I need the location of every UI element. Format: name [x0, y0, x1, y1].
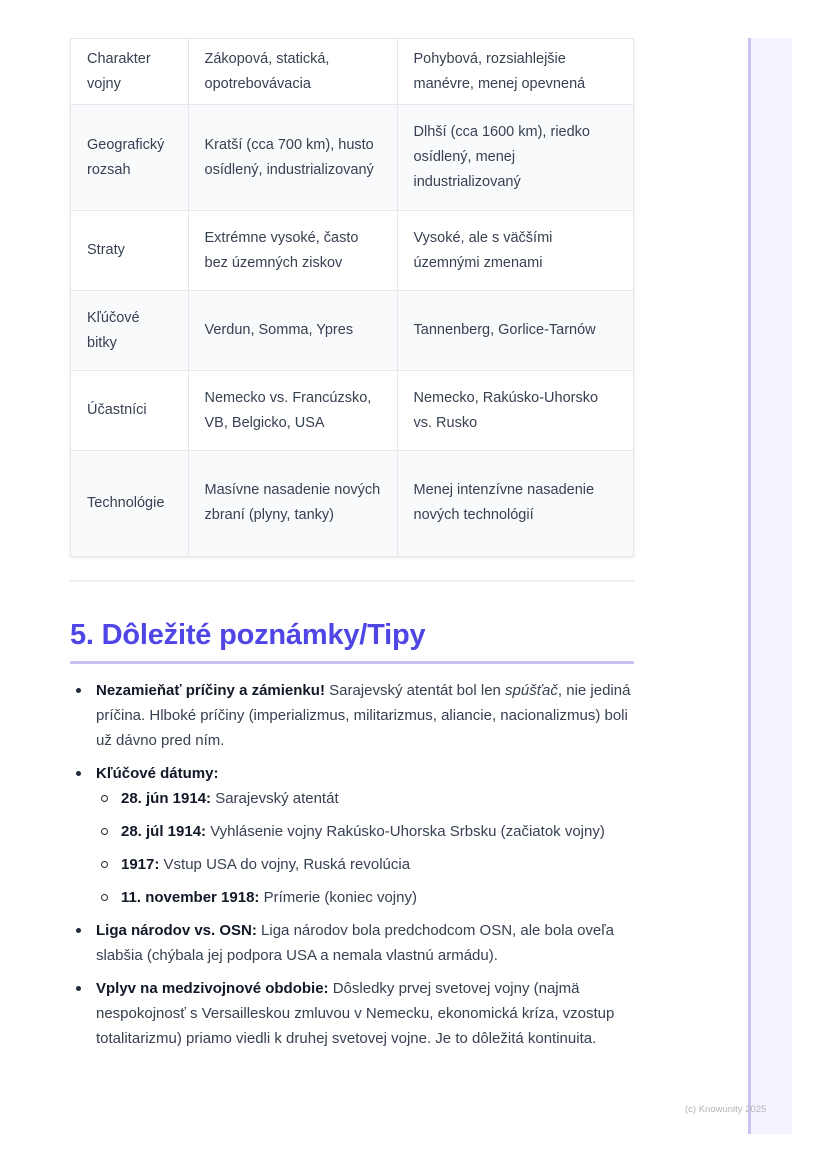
eastern-front-cell: Tannenberg, Gorlice-Tarnów	[397, 291, 633, 371]
row-label: Straty	[71, 211, 188, 291]
date-label: 28. júl 1914:	[121, 823, 207, 840]
sublist-item	[96, 885, 634, 910]
row-label: Charakter vojny	[71, 39, 188, 105]
copyright-footer: (c) Knowunity 2025	[685, 1104, 767, 1115]
section-heading: 5. Dôležité poznámky/Tipy	[70, 619, 426, 651]
item-text: Dôsledky prvej svetovej vojny (najmä nespokojnosť s Versailleskou zmluvou v Nemecku, ekonomická kríza, vzostup totalitarizmu) priamo viedli k druhej svetovej vojne. Je to dôležitá kontinuita.	[96, 980, 615, 1047]
eastern-front-cell: Pohybová, rozsiahlejšie manévre, menej opevnená	[397, 39, 633, 105]
row-label: Účastníci	[71, 371, 188, 451]
western-front-cell: Extrémne vysoké, často bez územných ziskov	[188, 211, 397, 291]
section-divider	[70, 580, 634, 582]
date-text: Prímerie (koniec vojny)	[259, 889, 417, 906]
table-row	[71, 451, 633, 556]
sublist-item	[96, 852, 634, 877]
list-item	[70, 761, 634, 910]
date-label: 11. november 1918:	[121, 889, 260, 906]
row-label: Technológie	[71, 451, 188, 556]
sublist-item	[96, 786, 634, 811]
western-front-cell: Nemecko vs. Francúzsko, VB, Belgicko, USA	[188, 371, 397, 451]
western-front-cell: Verdun, Somma, Ypres	[188, 291, 397, 371]
list-item	[70, 678, 634, 753]
date-text: Vyhlásenie vojny Rakúsko-Uhorska Srbsku (začiatok vojny)	[206, 823, 605, 840]
item-bold: Kľúčové dátumy:	[96, 765, 219, 782]
heading-underline	[70, 661, 634, 664]
side-panel	[748, 38, 792, 1134]
item-text: , nie jediná príčina. Hlboké príčiny (imperializmus, militarizmus, aliancie, nacionalizmus) boli už dávno pred ním.	[96, 682, 631, 749]
table-row	[71, 105, 633, 211]
western-front-cell: Zákopová, statická, opotrebovávacia	[188, 39, 397, 105]
eastern-front-cell: Menej intenzívne nasadenie nových technológií	[397, 451, 633, 556]
table-row	[71, 211, 633, 291]
eastern-front-cell: Nemecko, Rakúsko-Uhorsko vs. Rusko	[397, 371, 633, 451]
row-label: Kľúčové bitky	[71, 291, 188, 371]
eastern-front-cell: Vysoké, ale s väčšími územnými zmenami	[397, 211, 633, 291]
date-label: 1917:	[121, 856, 160, 873]
table-row	[71, 371, 633, 451]
sublist-item	[96, 819, 634, 844]
item-bold: Liga národov vs. OSN:	[96, 922, 257, 939]
list-item	[70, 918, 634, 968]
western-front-cell: Kratší (cca 700 km), husto osídlený, industrializovaný	[188, 105, 397, 211]
table-row	[71, 39, 633, 105]
eastern-front-cell: Dlhší (cca 1600 km), riedko osídlený, menej industrializovaný	[397, 105, 633, 211]
comparison-table	[70, 38, 634, 557]
item-italic: spúšťač	[505, 682, 558, 699]
tips-list	[70, 678, 634, 1059]
date-label: 28. jún 1914:	[121, 790, 212, 807]
item-bold: Nezamieňať príčiny a zámienku!	[96, 682, 325, 699]
item-text: Sarajevský atentát bol len	[324, 682, 506, 699]
date-text: Vstup USA do vojny, Ruská revolúcia	[159, 856, 411, 873]
western-front-cell: Masívne nasadenie nových zbraní (plyny, tanky)	[188, 451, 397, 556]
row-label: Geografický rozsah	[71, 105, 188, 211]
date-text: Sarajevský atentát	[211, 790, 339, 807]
list-item	[70, 976, 634, 1051]
table-row	[71, 291, 633, 371]
item-text: Liga národov bola predchodcom OSN, ale bola oveľa slabšia (chýbala jej podpora USA a nemala vlastnú armádu).	[96, 922, 614, 964]
item-bold: Vplyv na medzivojnové obdobie:	[96, 980, 329, 997]
dates-sublist	[96, 786, 634, 910]
